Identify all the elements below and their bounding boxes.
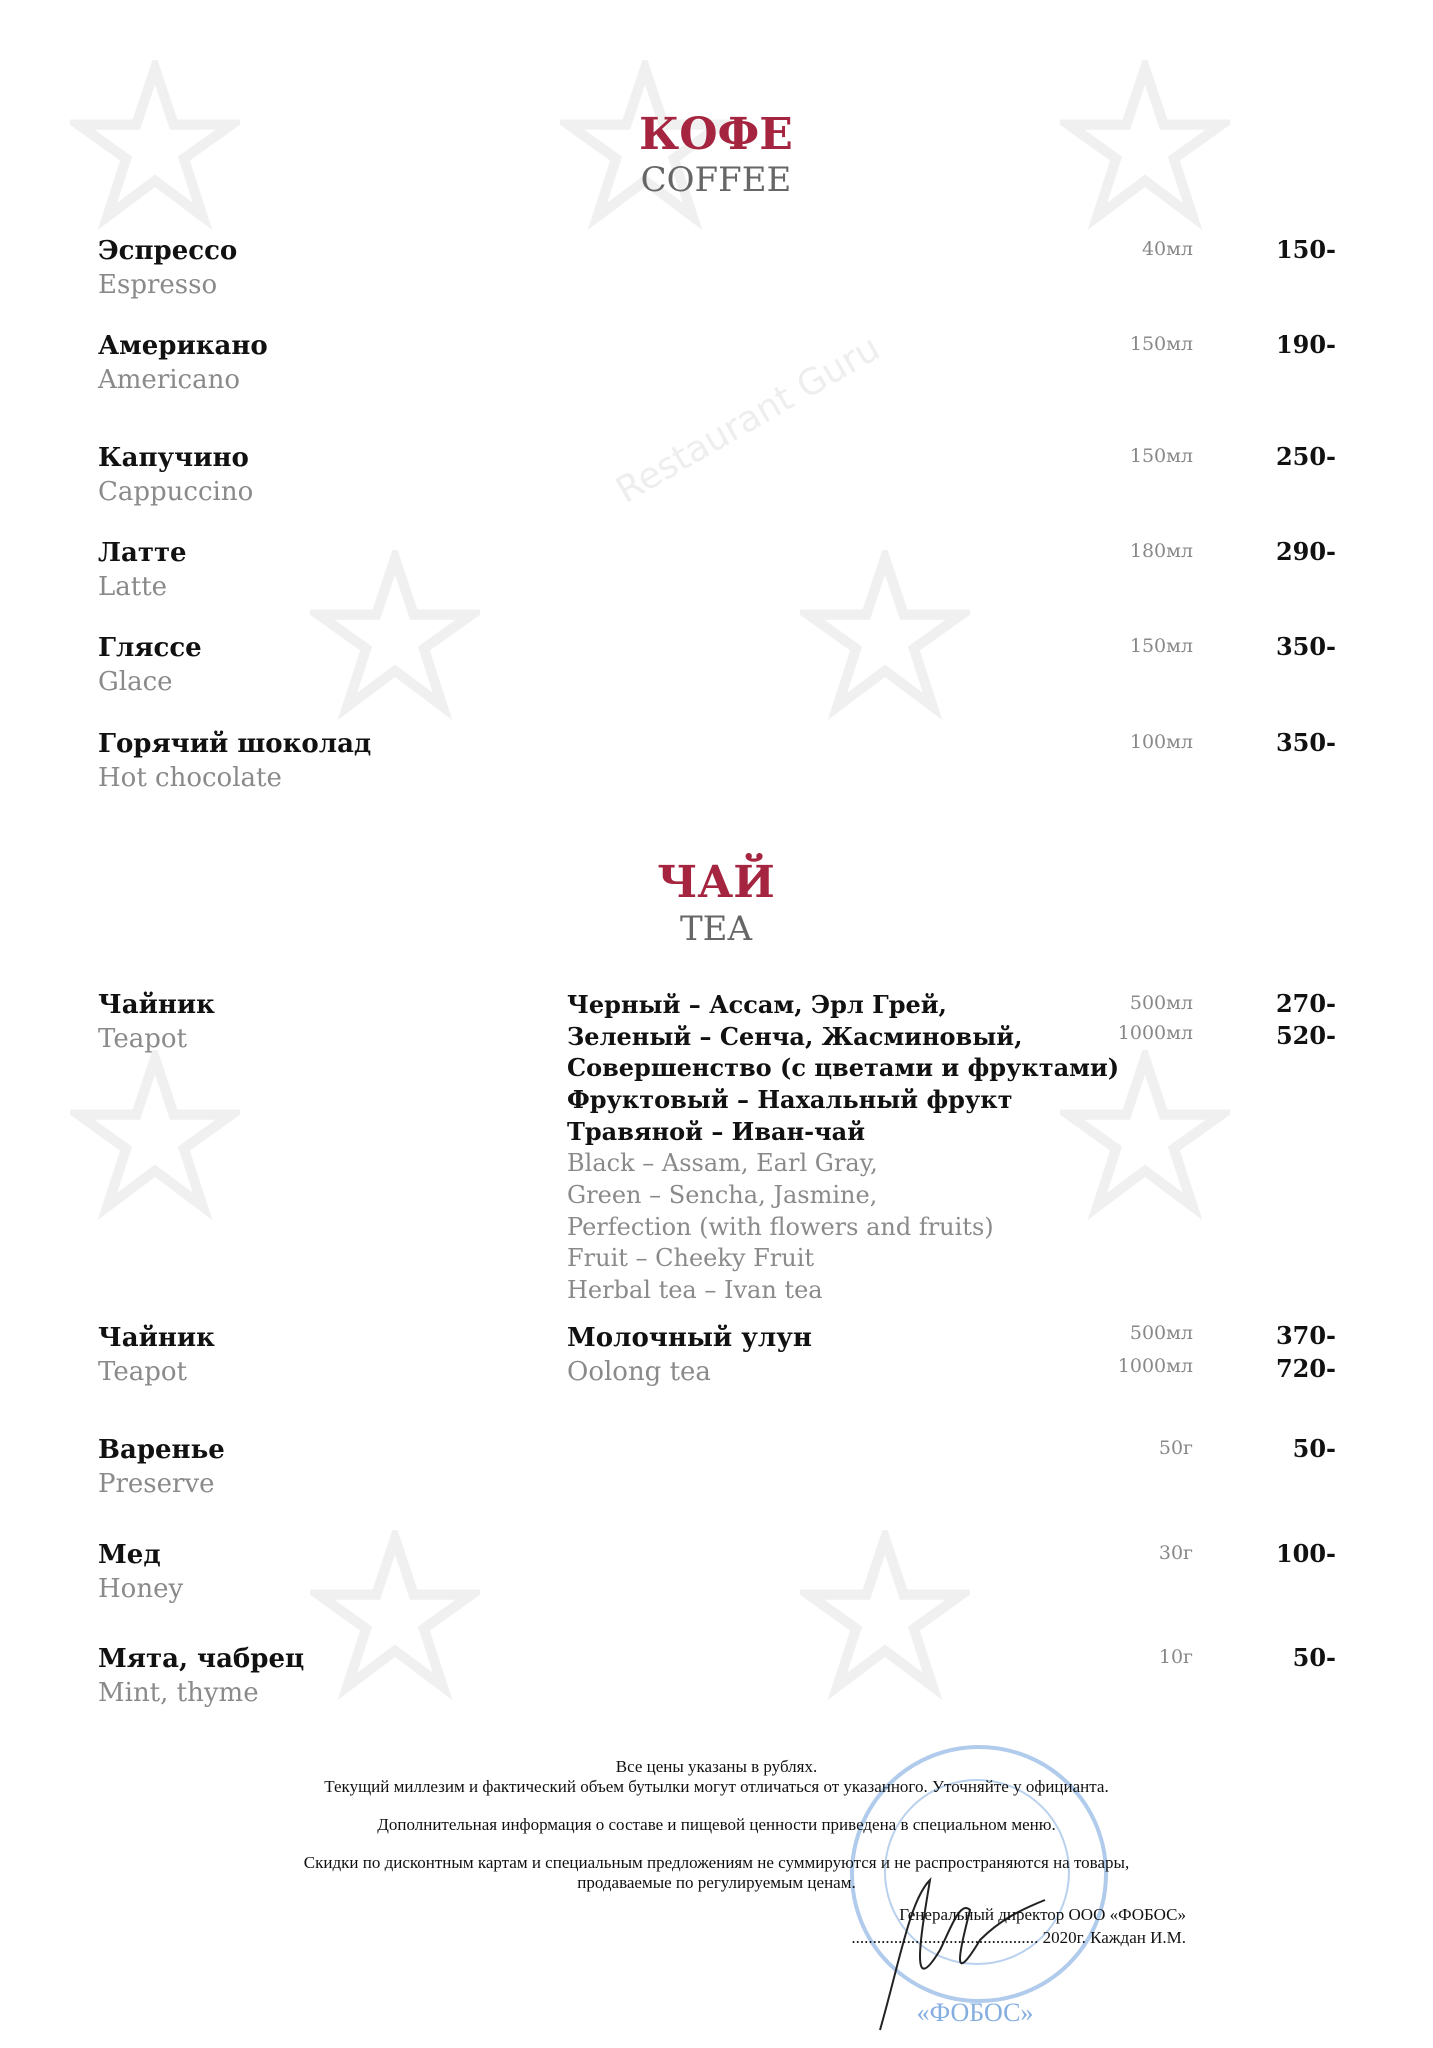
item-price: 720- [1275, 1354, 1336, 1383]
item-name-ru: Чайник [98, 990, 215, 1020]
item-name-ru: Гляссе [98, 633, 202, 663]
item-name-en: Honey [98, 1574, 184, 1604]
item-price: 520- [1275, 1021, 1336, 1050]
item-volume: 150мл [1129, 445, 1193, 467]
item-name-ru: Чайник [98, 1323, 215, 1353]
watermark-logo-icon [800, 550, 970, 720]
tea-desc-ru: Черный – Ассам, Эрл Грей, [567, 990, 947, 1019]
item-name-ru: Американо [98, 331, 268, 361]
item-name-ru: Эспрессо [98, 236, 238, 266]
item-name-en: Americano [98, 365, 241, 395]
item-price: 250- [1275, 442, 1336, 471]
item-price: 50- [1292, 1434, 1336, 1463]
item-name-ru: Варенье [98, 1435, 225, 1465]
item-name-ru: Мед [98, 1540, 161, 1570]
footer-note-discounts: Скидки по дисконтным картам и специальным предложениям не суммируются и не распространяются на товары, [303, 1853, 1130, 1872]
tea-desc-en: Oolong tea [567, 1357, 711, 1387]
footer-note-vintage: Текущий миллезим и фактический объем бутылки могут отличаться от указанного. Уточняйте у официанта. [324, 1777, 1109, 1796]
stamp-text: «ФОБОС» [916, 1998, 1034, 2027]
section-title-coffee-en: COFFEE [640, 160, 792, 200]
item-price: 370- [1275, 1321, 1336, 1350]
item-volume: 30г [1158, 1542, 1193, 1564]
item-name-en: Hot chocolate [98, 763, 282, 793]
item-name-en: Teapot [98, 1357, 187, 1387]
item-name-en: Glace [98, 667, 173, 697]
section-title-coffee-ru: КОФЕ [639, 109, 793, 160]
item-name-en: Latte [98, 572, 168, 602]
item-name-en: Mint, thyme [98, 1678, 259, 1708]
item-volume: 150мл [1129, 635, 1193, 657]
watermark-logo-icon [1060, 60, 1230, 230]
item-name-en: Preserve [98, 1469, 215, 1499]
item-volume: 10г [1158, 1646, 1193, 1668]
director-signature-line: ............................................ 2020г. Каждан И.М. [851, 1928, 1186, 1947]
item-volume: 150мл [1129, 333, 1193, 355]
item-price: 100- [1275, 1539, 1336, 1568]
item-price: 50- [1292, 1643, 1336, 1672]
item-price: 190- [1275, 330, 1336, 359]
tea-desc-en: Herbal tea – Ivan tea [567, 1276, 823, 1304]
item-name-ru: Капучино [98, 443, 249, 473]
director-title: Генеральный директор ООО «ФОБОС» [899, 1905, 1186, 1924]
item-name-en: Espresso [98, 270, 218, 300]
tea-desc-ru: Совершенство (с цветами и фруктами) [567, 1053, 1120, 1082]
item-volume: 500мл [1129, 1322, 1193, 1344]
footer-note-nutrition: Дополнительная информация о составе и пищевой ценности приведена в специальном меню. [377, 1815, 1056, 1834]
section-title-tea-ru: ЧАЙ [657, 857, 775, 908]
item-name-en: Teapot [98, 1024, 187, 1054]
watermark-logo-icon [800, 1530, 970, 1700]
watermark-logo-icon [310, 550, 480, 720]
tea-desc-ru: Молочный улун [567, 1323, 812, 1353]
tea-desc-ru: Травяной – Иван-чай [567, 1117, 866, 1146]
item-volume: 100мл [1129, 731, 1193, 753]
item-volume: 500мл [1129, 992, 1193, 1014]
footer-note-regulated: продаваемые по регулируемым ценам. [577, 1873, 856, 1892]
tea-desc-ru: Зеленый – Сенча, Жасминовый, [567, 1022, 1023, 1051]
watermark-logo-icon [310, 1530, 480, 1700]
item-price: 290- [1275, 537, 1336, 566]
item-volume: 180мл [1129, 540, 1193, 562]
tea-desc-ru: Фруктовый – Нахальный фрукт [567, 1085, 1013, 1114]
item-volume: 40мл [1141, 238, 1193, 260]
item-name-ru: Горячий шоколад [98, 729, 372, 759]
item-name-en: Cappuccino [98, 477, 254, 507]
tea-desc-en: Black – Assam, Earl Gray, [567, 1149, 878, 1177]
watermark: Restaurant Guru [609, 327, 887, 512]
item-price: 150- [1275, 235, 1336, 264]
watermark-logo-icon [70, 1050, 240, 1220]
item-name-ru: Латте [98, 538, 187, 568]
item-volume: 50г [1158, 1437, 1193, 1459]
item-volume: 1000мл [1117, 1355, 1193, 1377]
item-volume: 1000мл [1117, 1022, 1193, 1044]
item-price: 270- [1275, 989, 1336, 1018]
tea-desc-en: Green – Sencha, Jasmine, [567, 1181, 878, 1209]
item-price: 350- [1275, 728, 1336, 757]
item-name-ru: Мята, чабрец [98, 1644, 305, 1674]
footer-note-currency: Все цены указаны в рублях. [615, 1757, 818, 1776]
watermark-logo-icon [70, 60, 240, 230]
tea-desc-en: Perfection (with flowers and fruits) [567, 1213, 994, 1241]
tea-desc-en: Fruit – Cheeky Fruit [567, 1244, 815, 1272]
item-price: 350- [1275, 632, 1336, 661]
section-title-tea-en: TEA [679, 909, 753, 949]
